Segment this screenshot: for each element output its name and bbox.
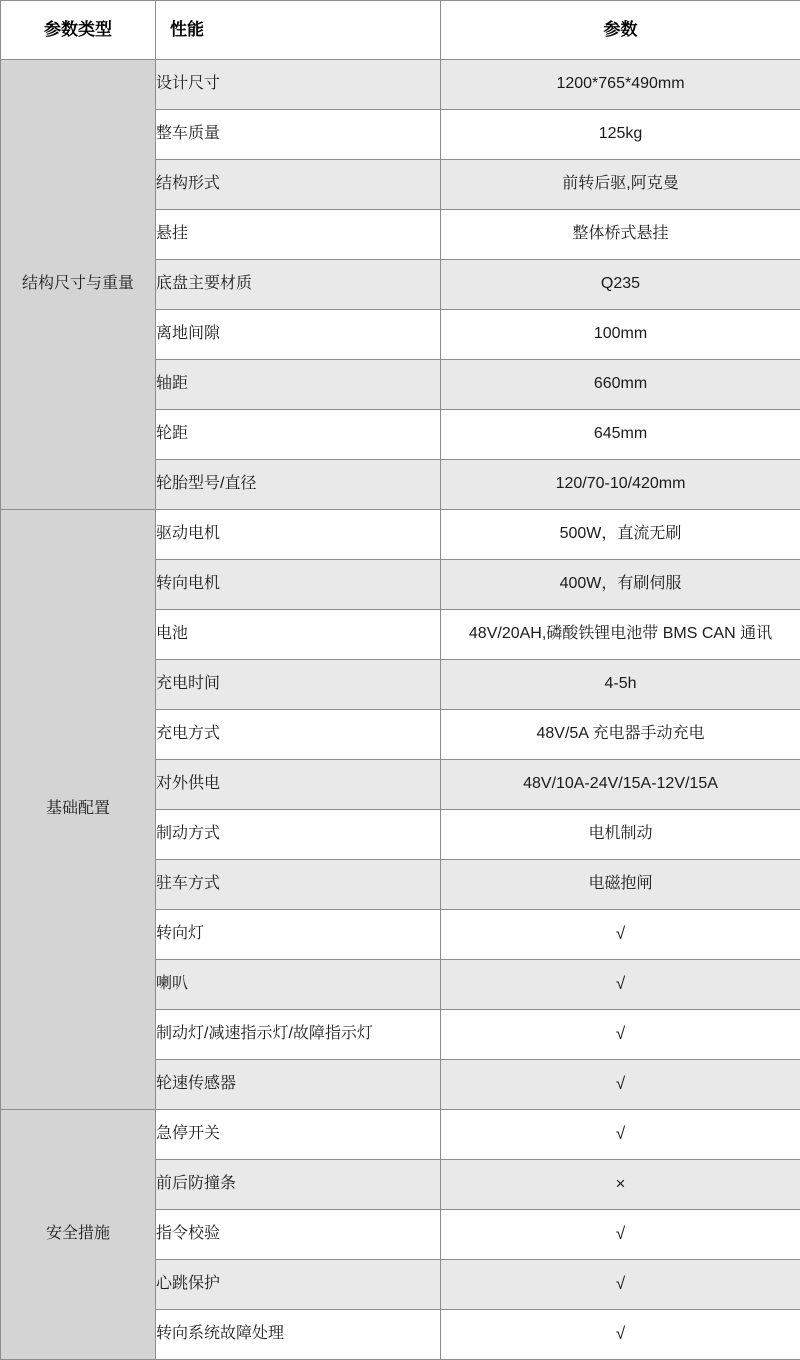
property-label: 前后防撞条	[156, 1160, 441, 1210]
value-cell: √	[441, 1310, 800, 1360]
value-cell: 4-5h	[441, 660, 800, 710]
value-cell: 前转后驱,阿克曼	[441, 160, 800, 210]
value-cell: √	[441, 910, 800, 960]
property-label: 充电时间	[156, 660, 441, 710]
table-row	[1, 1110, 800, 1160]
value-cell: √	[441, 960, 800, 1010]
table-header-row	[1, 1, 800, 60]
property-label: 制动灯/减速指示灯/故障指示灯	[156, 1010, 441, 1060]
property-label: 轮速传感器	[156, 1060, 441, 1110]
value-cell: 120/70-10/420mm	[441, 460, 800, 510]
value-cell: 48V/20AH,磷酸铁锂电池带 BMS CAN 通讯	[441, 610, 800, 660]
group-label: 基础配置	[1, 510, 156, 1110]
value-cell: 125kg	[441, 110, 800, 160]
property-label: 轴距	[156, 360, 441, 410]
value-cell: √	[441, 1060, 800, 1110]
value-cell: √	[441, 1110, 800, 1160]
property-label: 急停开关	[156, 1110, 441, 1160]
property-label: 转向电机	[156, 560, 441, 610]
property-label: 底盘主要材质	[156, 260, 441, 310]
value-cell: 660mm	[441, 360, 800, 410]
property-label: 对外供电	[156, 760, 441, 810]
value-cell: 48V/5A 充电器手动充电	[441, 710, 800, 760]
value-cell: √	[441, 1010, 800, 1060]
group-label: 安全措施	[1, 1110, 156, 1360]
property-label: 指令校验	[156, 1210, 441, 1260]
value-cell: ×	[441, 1160, 800, 1210]
table-row	[1, 510, 800, 560]
header-group: 参数类型	[1, 1, 156, 60]
property-label: 转向灯	[156, 910, 441, 960]
value-cell: 100mm	[441, 310, 800, 360]
value-cell: 400W，有刷伺服	[441, 560, 800, 610]
value-cell: 500W，直流无刷	[441, 510, 800, 560]
property-label: 电池	[156, 610, 441, 660]
table-row	[1, 60, 800, 110]
property-label: 驻车方式	[156, 860, 441, 910]
property-label: 转向系统故障处理	[156, 1310, 441, 1360]
value-cell: 整体桥式悬挂	[441, 210, 800, 260]
property-label: 设计尺寸	[156, 60, 441, 110]
header-value: 参数	[441, 1, 800, 60]
value-cell: 电磁抱闸	[441, 860, 800, 910]
value-cell: 645mm	[441, 410, 800, 460]
property-label: 制动方式	[156, 810, 441, 860]
property-label: 离地间隙	[156, 310, 441, 360]
property-label: 喇叭	[156, 960, 441, 1010]
value-cell: Q235	[441, 260, 800, 310]
property-label: 整车质量	[156, 110, 441, 160]
property-label: 结构形式	[156, 160, 441, 210]
property-label: 心跳保护	[156, 1260, 441, 1310]
value-cell: 1200*765*490mm	[441, 60, 800, 110]
header-property: 性能	[156, 1, 441, 60]
group-label: 结构尺寸与重量	[1, 60, 156, 510]
value-cell: 电机制动	[441, 810, 800, 860]
property-label: 悬挂	[156, 210, 441, 260]
property-label: 充电方式	[156, 710, 441, 760]
property-label: 驱动电机	[156, 510, 441, 560]
value-cell: √	[441, 1210, 800, 1260]
property-label: 轮距	[156, 410, 441, 460]
property-label: 轮胎型号/直径	[156, 460, 441, 510]
value-cell: 48V/10A-24V/15A-12V/15A	[441, 760, 800, 810]
value-cell: √	[441, 1260, 800, 1310]
table-body	[1, 60, 800, 1360]
